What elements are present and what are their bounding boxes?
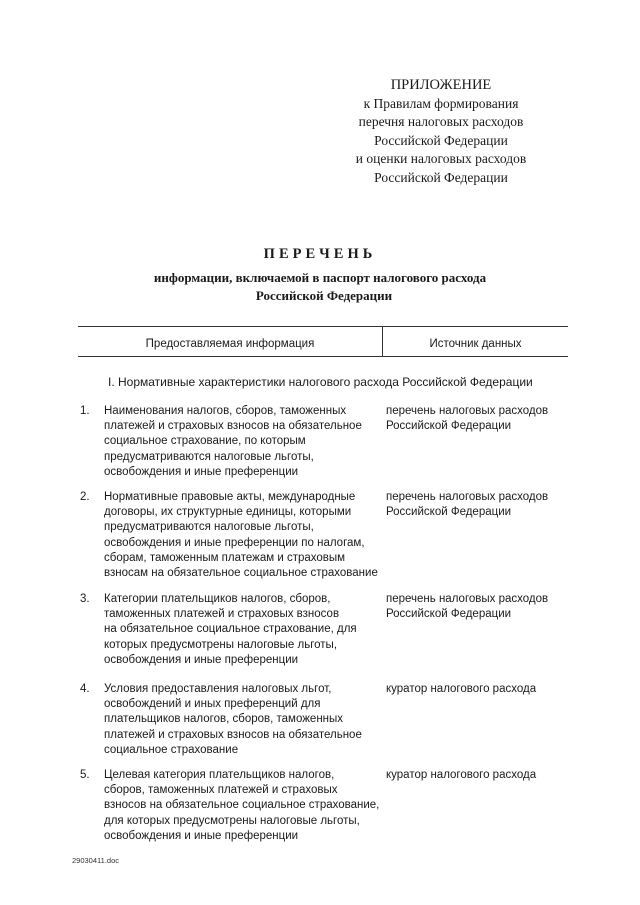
row-info: Условия предоставления налоговых льгот, освобождений и иных преференций для плательщиков налогов, сборов, таможенных платежей и страховых взносов на обязательное социальное страхование <box>104 683 362 756</box>
subtitle-line: Российской Федерации <box>255 288 393 303</box>
row-number: 5. <box>80 769 90 781</box>
row-number: 2. <box>80 491 90 503</box>
column-header-info: Предоставляемая информация <box>145 338 315 350</box>
row-info: Категории плательщиков налогов, сборов, таможенных платежей и страховых взносов на обязательное социальное страхование, для которых предусмотрены налоговые льготы, освобождения и иные преференции <box>104 593 357 666</box>
appendix-line: Российской Федерации <box>374 132 508 148</box>
appendix-block <box>330 76 552 187</box>
appendix-heading: ПРИЛОЖЕНИЕ <box>390 77 492 93</box>
row-source: перечень налоговых расходов Российской Федерации <box>386 405 549 433</box>
row-number: 1. <box>80 405 90 417</box>
row-info: Наименования налогов, сборов, таможенных платежей и страховых взносов на обязательное социальное страхование, по которым предусматриваются налоговые льготы, освобождения и иные преференции <box>104 405 362 478</box>
row-source: куратор налогового расхода <box>386 683 537 695</box>
row-info: Нормативные правовые акты, международные договоры, их структурные единицы, которыми предусматриваются налоговые льготы, освобождения и иные преференции по налогам, сборам, таможенным платежам и страховым взносам на обязательное социальное страхование <box>104 491 378 580</box>
column-header-source: Источник данных <box>429 338 522 350</box>
document-subtitle <box>0 269 640 305</box>
appendix-line: Российской Федерации <box>374 169 508 185</box>
appendix-line: к Правилам формирования <box>363 95 519 111</box>
appendix-line: и оценки налоговых расходов <box>355 151 527 166</box>
table-top-rule <box>78 326 568 327</box>
appendix-line: перечня налоговых расходов <box>358 114 524 129</box>
section-heading: I. Нормативные характеристики налогового расхода Российской Федерации <box>108 375 533 389</box>
table-header-rule <box>78 356 568 357</box>
row-number: 4. <box>80 683 90 695</box>
file-footer: 29030411.doc <box>72 856 119 865</box>
row-info: Целевая категория плательщиков налогов, сборов, таможенных платежей и страховых взносов на обязательное социальное страхование, для которых предусмотрены налоговые льготы, освобождения и иные преференции <box>104 769 380 842</box>
row-number: 3. <box>80 593 90 605</box>
row-source: перечень налоговых расходов Российской Федерации <box>386 491 549 519</box>
subtitle-line: информации, включаемой в паспорт налогового расхода <box>153 270 487 285</box>
row-source: куратор налогового расхода <box>386 769 537 781</box>
document-title: ПЕРЕЧЕНЬ <box>263 246 377 262</box>
row-source: перечень налоговых расходов Российской Федерации <box>386 593 549 621</box>
